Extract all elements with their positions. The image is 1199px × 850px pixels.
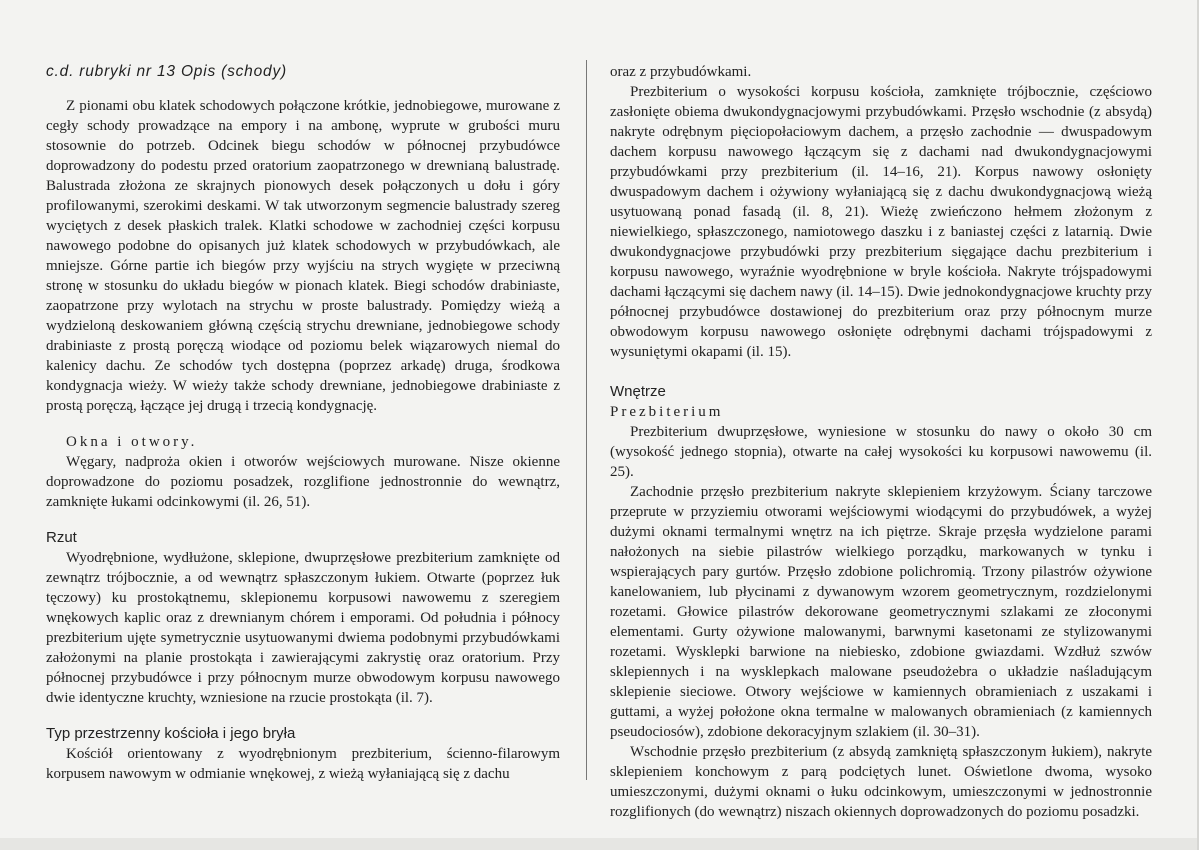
heading-interior: Wnętrze bbox=[610, 383, 666, 400]
right-column bbox=[610, 62, 1152, 822]
heading-windows: Okna i otwory. bbox=[66, 434, 198, 450]
paragraph-presbytery-intro: Prezbiterium dwuprzęsłowe, wyniesione w stosunku do nawy o około 30 cm (wysokość jednego stopnia), otwarte na całej wysokości ku korpusowi nawowemu (il. 25). bbox=[610, 424, 1152, 480]
paragraph-stairs: Z pionami obu klatek schodowych połączone krótkie, jednobiegowe, murowane z cegły schody prowadzące na empory i na ambonę, wyprute w grubości muru stosownie do potrzeb. Odcinek biegu schodów w północnej przybudówce doprowadzony do podestu przed oratorium zaopatrzonego w drewnianą balustradę. Balustrada złożona ze skrajnych pionowych desek połączonych u dołu i góry profilowanymi, szerokimi deskami. W tak utworzonym segmencie balustrady szereg wyciętych z desek płaskich tralek. Klatki schodowe w zachodniej części korpusu nawowego podobne do opisanych już klatek schodowych w przybudówkach, ale mniejsze. Górne partie ich biegów przy wyjściu na strych wygięte w przeciwną stronę w stosunku do układu biegów w pionach klatek. Biegi schodów drabiniaste, zaopatrzone przy wylotach na strychu w proste balustrady. Pomiędzy wieżą a wydzieloną deskowaniem główną częścią strychu drewniane, jednobiegowe schody drabiniaste z prostą poręczą wiodące od poziomu belek wiązarowych niemal do kalenicy dachu. Ze schodów tych dostępna (poprzez arkadę) druga, środkowa kondygnacja wieży. W wieży także schody drewniane, jednobiegowe drabiniaste z prostą poręczą, łączące jej drugą i trzecią kondygnację. bbox=[46, 98, 560, 414]
heading-plan: Rzut bbox=[46, 529, 77, 546]
heading-spatial-type: Typ przestrzenny kościoła i jego bryła bbox=[46, 725, 296, 742]
rubric-heading: c.d. rubryki nr 13 Opis (schody) bbox=[46, 63, 287, 80]
paragraph-body-shape: Prezbiterium o wysokości korpusu kościoła, zamknięte trójbocznie, częściowo zasłonięte obiema dwukondygnacjowymi przybudówkami. Przęsło wschodnie (z absydą) nakryte odrębnym pięciopołaciowym dachem, a przęsło zachodnie — dwuspadowym dachem korpusu nawowego łączącym się z dachami nad dwukondygnacjowymi przybudówkami przy prezbiterium (il. 14–16, 21). Korpus nawowy osłonięty dwuspadowym dachem i ożywiony wyłaniającą się z dachu dwukondygnacjową wieżą usytuowaną ponad fasadą (il. 8, 21). Wieżę zwieńczono hełmem złożonym z niewielkiego, spłaszczonego, namiotowego daszku i z baniastej części z latarnią. Dwie dwukondygnacjowe przybudówki przy prezbiterium sięgające dachu prezbiterium i korpusu nawowego, wyraźnie wyodrębnione w bryle kościoła. Nakryte trójspadowymi dachami łączącymi się dachem nawy (il. 14–15). Dwie jednokondygnacjowe kruchty przy północnej przybudówce dostawionej do prezbiterium oraz przy północnym murze obwodowym korpusu nawowego osłonięte odrębnymi dachami trójspadowymi z wysuniętymi okapami (il. 15). bbox=[610, 84, 1152, 360]
column-divider bbox=[586, 60, 587, 780]
paragraph-east-bay: Wschodnie przęsło prezbiterium (z absydą zamkniętą spłaszczonym łukiem), nakryte sklepieniem konchowym z parą podciętych lunet. Oświetlone dwoma, wysoko umieszczonymi, dużymi oknami o łuku odcinkowym, umieszczonymi w jednostronnie rozglifionych (do wewnątrz) niszach okiennych doprowadzonych do poziomu posadzki. bbox=[610, 744, 1152, 820]
paragraph-plan: Wyodrębnione, wydłużone, sklepione, dwuprzęsłowe prezbiterium zamknięte od zewnątrz trójbocznie, a od wewnątrz spłaszczonym łukiem. Otwarte (poprzez łuk tęczowy) ku prostokątnemu, sklepionemu korpusowi nawowemu z szeregiem wnękowych kaplic oraz z drewnianym chórem i emporami. Od południa i północy prezbiterium ujęte symetrycznie usytuowanymi dwiema podobnymi przybudówkami założonymi na planie prostokąta i zawierającymi zakrystię oraz oratorium. Przy północnej przybudówce i przy północnym murze obwodowym korpusu nawowego dwie identyczne kruchty, wzniesione na rzucie prostokąta (il. 7). bbox=[46, 550, 560, 706]
paragraph-windows: Węgary, nadproża okien i otworów wejściowych murowane. Nisze okienne doprowadzone do poziomu posadzek, rozglifione jednostronnie do wewnątrz, zamknięte łukami odcinkowymi (il. 26, 51). bbox=[46, 454, 560, 510]
paragraph-continuation: oraz z przybudówkami. bbox=[610, 64, 752, 80]
paragraph-spatial-type: Kościół orientowany z wyodrębnionym prezbiterium, ścienno-filarowym korpusem nawowym w odmianie wnękowej, z wieżą wyłaniającą się z dachu bbox=[46, 746, 560, 782]
page-bottom-edge bbox=[0, 838, 1199, 850]
heading-presbytery: Prezbiterium bbox=[610, 404, 724, 420]
paragraph-west-bay: Zachodnie przęsło prezbiterium nakryte sklepieniem krzyżowym. Ściany tarczowe przeprute w przyziemiu otworami wejściowymi wiodącymi do przybudówek, a wyżej dużymi oknami termalnymi wnętrz na ich piętrze. Skraje przęsła wydzielone parami nałożonych na siebie pilastrów wielkiego porządku, markowanych w tynku i wspierających pary gurtów. Przęsło zdobione polichromią. Trzony pilastrów ożywione kanelowaniem, lub płycinami z dywanowym wzorem geometrycznym, rozdzielonymi rozetami. Głowice pilastrów dekorowane geometrycznymi szlakami ze złoconymi elementami. Gurty ożywione malowanymi, barwnymi kasetonami ze stylizowanymi rozetami. Wysklepki barwione na niebiesko, zdobione gwiazdami. Wzdłuż szwów sklepiennych i na wysklepkach malowane pseudożebra o układzie naśladującym sklepienie sieciowe. Otwory wejściowe w kamiennych obramieniach z uszakami i guttami, a wyżej położone okna termalne w malowanych obramieniach (z kamiennych pseudociosów), zdobione dekoracyjnym szlakiem (il. 30–31). bbox=[610, 484, 1152, 740]
left-column bbox=[46, 62, 560, 784]
